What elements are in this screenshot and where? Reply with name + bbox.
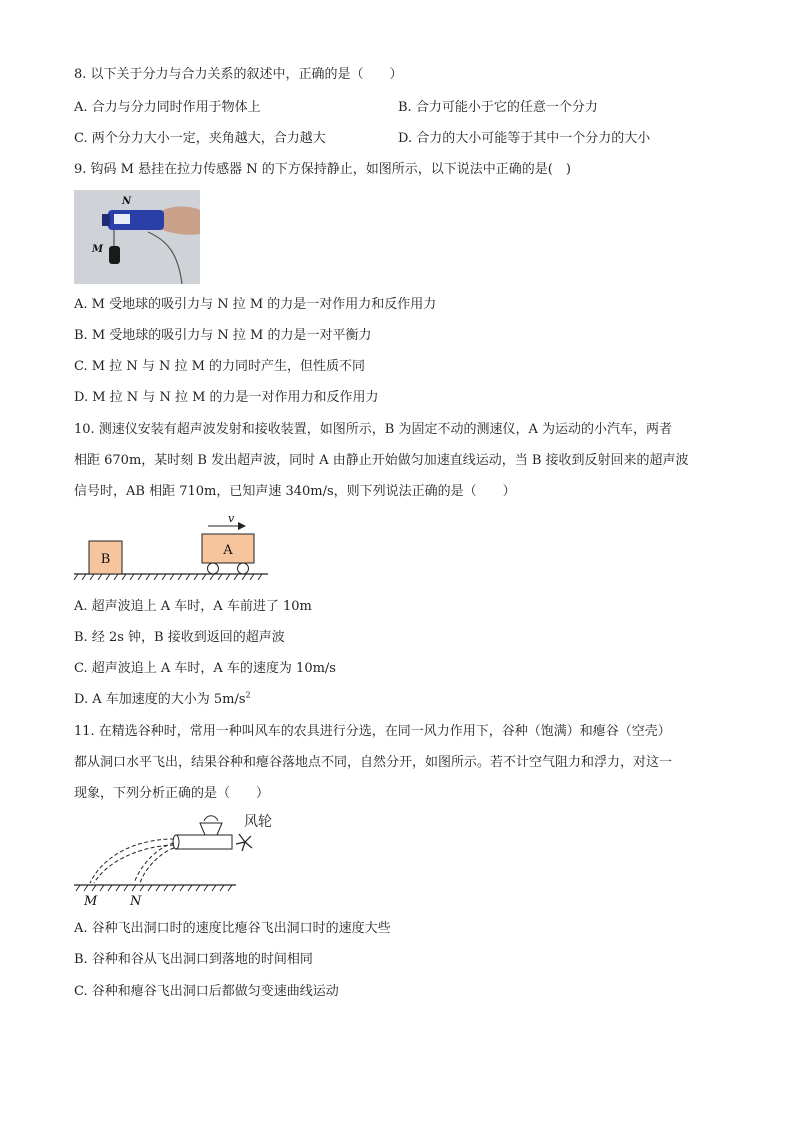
sensor-photo-illustration	[74, 190, 200, 284]
q11-option-c: C. 谷种和瘪谷飞出洞口后都做匀变速曲线运动	[74, 984, 339, 999]
q10-stem-line-1: 10. 测速仪安装有超声波发射和接收装置，如图所示，B 为固定不动的测速仪，A 为运动的小汽车，两者	[74, 422, 673, 437]
q11-stem-line-2: 都从洞口水平飞出，结果谷种和瘪谷落地点不同，自然分开，如图所示。若不计空气阻力和浮力，对这一	[74, 755, 673, 770]
q10-option-c: C. 超声波追上 A 车时，A 车的速度为 10m/s	[74, 661, 336, 676]
label-n: N	[122, 196, 132, 207]
q10-option-d-sup: 2	[245, 690, 251, 700]
label-m: M	[84, 894, 98, 908]
q9-stem: 9. 钩码 M 悬挂在拉力传感器 N 的下方保持静止，如图所示，以下说法中正确的是( )	[74, 162, 571, 177]
q8-option-d: D. 合力的大小可能等于其中一个分力的大小	[398, 131, 651, 146]
q9-option-a: A. M 受地球的吸引力与 N 拉 M 的力是一对作用力和反作用力	[74, 297, 437, 312]
velocity-arrow-head	[238, 522, 246, 530]
label-a: A	[223, 543, 233, 558]
q8-option-a: A. 合力与分力同时作用于物体上	[74, 100, 261, 115]
q9-option-b: B. M 受地球的吸引力与 N 拉 M 的力是一对平衡力	[74, 328, 372, 343]
q11-stem-line-3: 现象，下列分析正确的是（ ）	[74, 786, 270, 801]
label-v: v	[228, 512, 235, 525]
q9-option-c: C. M 拉 N 与 N 拉 M 的力同时产生，但性质不同	[74, 359, 366, 374]
q10-option-b: B. 经 2s 钟，B 接收到返回的超声波	[74, 630, 285, 645]
q11-option-a: A. 谷种飞出洞口时的速度比瘪谷飞出洞口时的速度大些	[74, 921, 391, 936]
label-wheel: 风轮	[244, 814, 272, 830]
trajectory-m-lower	[94, 845, 174, 883]
trajectory-m-upper	[90, 839, 174, 883]
q8-option-b: B. 合力可能小于它的任意一个分力	[398, 100, 598, 115]
q11-option-b: B. 谷种和谷从飞出洞口到落地的时间相同	[74, 952, 313, 967]
q9-option-d: D. M 拉 N 与 N 拉 M 的力是一对作用力和反作用力	[74, 390, 379, 405]
q11-figure	[70, 808, 290, 908]
label-m: M	[92, 244, 104, 255]
q10-option-d-text: D. A 车加速度的大小为 5m/s	[74, 692, 246, 707]
q10-option-d	[74, 691, 251, 709]
wheel-right	[238, 563, 249, 574]
q11-stem-line-1: 11. 在精选谷种时，常用一种叫风车的农具进行分选，在同一风力作用下，谷种（饱满）和瘪谷（空壳）	[74, 724, 671, 739]
q10-option-a: A. 超声波追上 A 车时，A 车前进了 10m	[74, 599, 312, 614]
q10-stem-line-3: 信号时，AB 相距 710m，已知声速 340m/s，则下列说法正确的是（ ）	[74, 484, 516, 499]
fan-wheel-icon	[236, 834, 252, 851]
q10-figure	[70, 510, 280, 586]
label-b: B	[100, 552, 111, 567]
label-n: N	[130, 894, 142, 908]
trajectory-n-upper	[134, 843, 174, 883]
q9-photo	[74, 190, 200, 284]
q10-stem-line-2: 相距 670m，某时刻 B 发出超声波，同时 A 由静止开始做匀加速直线运动，当 B 接收到反射回来的超声波	[74, 453, 689, 468]
hopper	[200, 823, 222, 835]
wheel-left	[208, 563, 219, 574]
q8-option-c: C. 两个分力大小一定，夹角越大，合力越大	[74, 131, 326, 146]
q8-stem: 8. 以下关于分力与合力关系的叙述中，正确的是（ ）	[74, 67, 403, 82]
tube	[176, 835, 232, 849]
trajectory-n-lower	[140, 848, 174, 883]
